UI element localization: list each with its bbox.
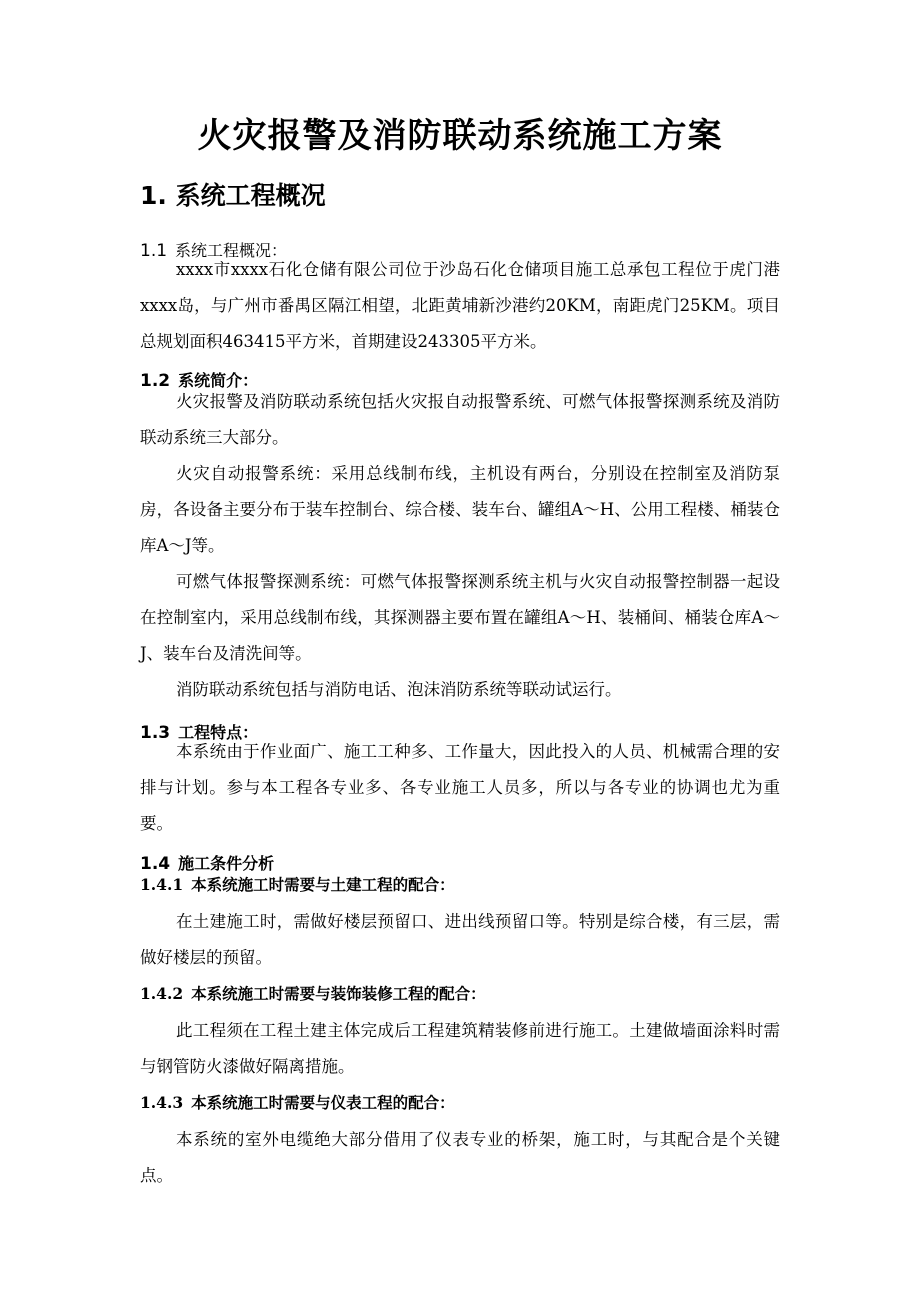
subsection-1-4-2-body: 此工程须在工程土建主体完成后工程建筑精装修前进行施工。土建做墙面涂料时需与钢管防火漆做好隔离措施。 xyxy=(140,1021,780,1076)
subsection-1-4-heading xyxy=(140,853,274,875)
subsection-1-4-1-body: 在土建施工时，需做好楼层预留口、进出线预留口等。特别是综合楼，有三层，需做好楼层的预留。 xyxy=(140,912,780,967)
subsection-1-3-number: 1.3 xyxy=(140,723,171,743)
subsection-1-4-2-number: 1.4.2 xyxy=(140,984,184,1003)
subsection-1-2-para-3: 可燃气体报警探测系统：可燃气体报警探测系统主机与火灾自动报警控制器一起设在控制室内，采用总线制布线，其探测器主要布置在罐组A～H、装桶间、桶装仓库A～J、装车台及清洗间等。 xyxy=(140,572,780,663)
subsection-1-1-number: 1.1 xyxy=(140,241,168,261)
subsection-1-4-1-number: 1.4.1 xyxy=(140,875,184,894)
subsection-1-2-para-2: 火灾自动报警系统：采用总线制布线，主机设有两台，分别设在控制室及消防泵房，各设备主要分布于装车控制台、综合楼、装车台、罐组A～H、公用工程楼、桶装仓库A～J等。 xyxy=(140,464,780,555)
subsection-1-4-3-title: 本系统施工时需要与仪表工程的配合： xyxy=(191,1093,455,1112)
subsection-1-4-3-heading xyxy=(140,1092,455,1114)
subsection-1-4-2-title: 本系统施工时需要与装饰装修工程的配合： xyxy=(191,984,486,1003)
subsection-1-3-title: 工程特点： xyxy=(178,723,259,742)
subsection-1-4-title: 施工条件分析 xyxy=(178,854,275,873)
subsection-1-4-2-heading xyxy=(140,983,486,1005)
subsection-1-2-para-1: 火灾报警及消防联动系统包括火灾报自动报警系统、可燃气体报警探测系统及消防联动系统三大部分。 xyxy=(140,392,780,447)
subsection-1-3-body: 本系统由于作业面广、施工工种多、工作量大，因此投入的人员、机械需合理的安排与计划。参与本工程各专业多、各专业施工人员多，所以与各专业的协调也尤为重要。 xyxy=(140,742,780,833)
subsection-1-1-title: 系统工程概况： xyxy=(175,241,288,260)
subsection-1-2-para-4: 消防联动系统包括与消防电话、泡沫消防系统等联动试运行。 xyxy=(176,680,622,699)
subsection-1-4-number: 1.4 xyxy=(140,854,171,874)
document-title: 火灾报警及消防联动系统施工方案 xyxy=(197,116,723,156)
subsection-1-4-1-heading xyxy=(140,874,455,896)
section-1-heading xyxy=(140,176,326,212)
subsection-1-2-number: 1.2 xyxy=(140,371,171,391)
subsection-1-1-body: xxxx市xxxx石化仓储有限公司位于沙岛石化仓储项目施工总承包工程位于虎门港xxxx岛，与广州市番禺区隔江相望，北距黄埔新沙港约20KM，南距虎门25KM。项目总规划面积463415平方米，首期建设243305平方米。 xyxy=(140,260,780,351)
section-1-title: 系统工程概况 xyxy=(175,181,326,210)
subsection-1-4-3-number: 1.4.3 xyxy=(140,1093,184,1112)
subsection-1-2-title: 系统简介： xyxy=(178,371,259,390)
subsection-1-4-3-body: 本系统的室外电缆绝大部分借用了仪表专业的桥架，施工时，与其配合是个关键点。 xyxy=(140,1130,780,1185)
subsection-1-4-1-title: 本系统施工时需要与土建工程的配合： xyxy=(191,875,455,894)
section-1-number: 1. xyxy=(140,181,167,210)
